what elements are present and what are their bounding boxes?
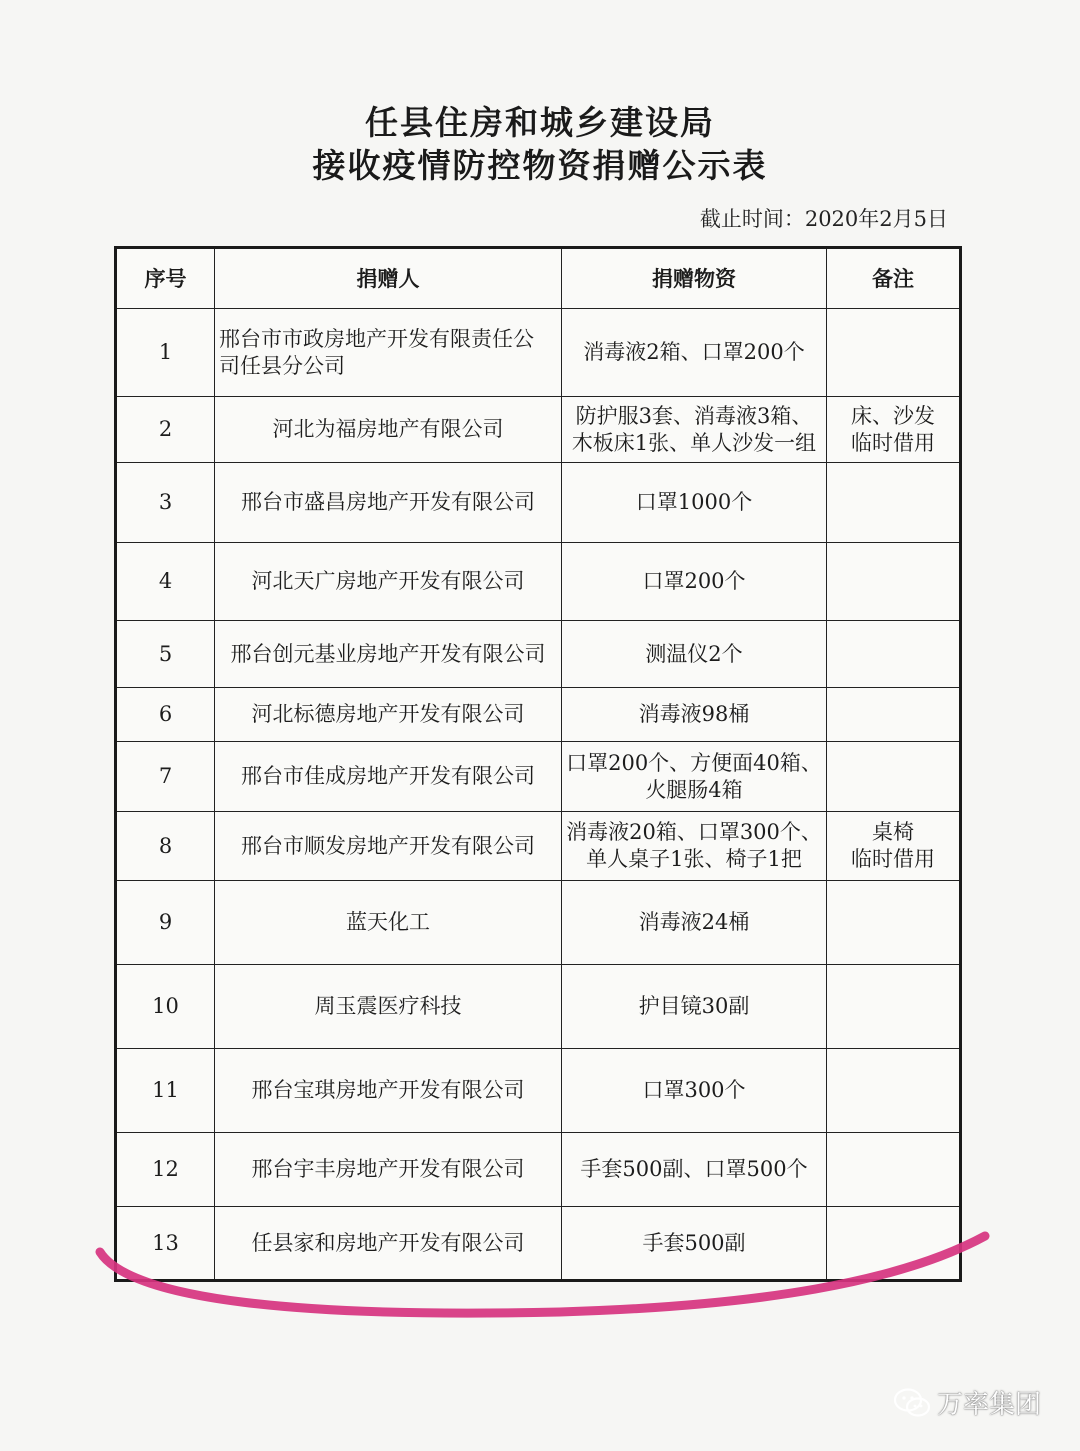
table-header-row xyxy=(117,249,959,309)
row-note xyxy=(827,688,959,741)
row-note xyxy=(827,621,959,687)
row-items: 口罩200个 xyxy=(562,543,827,620)
row-no: 5 xyxy=(117,621,215,687)
row-donor: 周玉震医疗科技 xyxy=(215,965,562,1048)
row-donor: 河北天广房地产开发有限公司 xyxy=(215,543,562,620)
row-note xyxy=(827,1207,959,1279)
table-row xyxy=(117,742,959,812)
row-note xyxy=(827,1049,959,1132)
row-no: 8 xyxy=(117,812,215,880)
row-no: 6 xyxy=(117,688,215,741)
row-note xyxy=(827,742,959,811)
row-donor: 邢台市顺发房地产开发有限公司 xyxy=(215,812,562,880)
table-row xyxy=(117,881,959,965)
table-row xyxy=(117,463,959,543)
header-note: 备注 xyxy=(872,266,914,291)
row-note: 床、沙发 临时借用 xyxy=(851,403,935,455)
table-row xyxy=(117,543,959,621)
row-donor: 任县家和房地产开发有限公司 xyxy=(215,1207,562,1279)
row-items: 口罩300个 xyxy=(562,1049,827,1132)
row-items: 消毒液98桶 xyxy=(562,688,827,741)
row-no: 2 xyxy=(117,397,215,462)
row-no: 11 xyxy=(117,1049,215,1132)
row-donor: 蓝天化工 xyxy=(215,881,562,964)
row-note xyxy=(827,309,959,396)
row-no: 7 xyxy=(117,742,215,811)
row-items: 口罩200个、方便面40箱、 火腿肠4箱 xyxy=(562,742,827,811)
header-donor: 捐赠人 xyxy=(215,249,562,308)
row-donor: 邢台创元基业房地产开发有限公司 xyxy=(215,621,562,687)
row-items: 防护服3套、消毒液3箱、 木板床1张、单人沙发一组 xyxy=(562,397,827,462)
table-row xyxy=(117,621,959,688)
row-items: 护目镜30副 xyxy=(562,965,827,1048)
table-row xyxy=(117,309,959,397)
row-note xyxy=(827,1133,959,1206)
row-donor: 邢台市佳成房地产开发有限公司 xyxy=(215,742,562,811)
donation-table xyxy=(114,246,962,1282)
row-donor: 河北标德房地产开发有限公司 xyxy=(215,688,562,741)
row-no: 9 xyxy=(117,881,215,964)
row-items: 消毒液2箱、口罩200个 xyxy=(562,309,827,396)
row-no: 3 xyxy=(117,463,215,542)
row-items: 口罩1000个 xyxy=(562,463,827,542)
row-note xyxy=(827,543,959,620)
watermark xyxy=(893,1384,1041,1421)
row-note xyxy=(827,965,959,1048)
table-row xyxy=(117,965,959,1049)
row-note: 桌椅 临时借用 xyxy=(851,820,935,871)
table-row xyxy=(117,812,959,881)
row-items: 手套500副、口罩500个 xyxy=(562,1133,827,1206)
row-items: 测温仪2个 xyxy=(562,621,827,687)
row-note xyxy=(827,881,959,964)
document-title-line2: 接收疫情防控物资捐赠公示表 xyxy=(312,146,768,185)
row-items: 消毒液20箱、口罩300个、 单人桌子1张、椅子1把 xyxy=(562,812,827,880)
watermark-text: 万率集团 xyxy=(937,1390,1042,1420)
deadline-date: 截止时间：2020年2月5日 xyxy=(699,207,948,231)
table-row xyxy=(117,688,959,742)
row-no: 4 xyxy=(117,543,215,620)
row-items: 手套500副 xyxy=(562,1207,827,1279)
header-no: 序号 xyxy=(117,249,215,308)
row-no: 12 xyxy=(117,1133,215,1206)
row-note xyxy=(827,463,959,542)
header-items: 捐赠物资 xyxy=(562,249,827,308)
row-donor: 河北为福房地产有限公司 xyxy=(215,397,562,462)
row-donor: 邢台宝琪房地产开发有限公司 xyxy=(215,1049,562,1132)
row-no: 13 xyxy=(117,1207,215,1279)
table-row xyxy=(117,1207,959,1279)
wechat-icon xyxy=(893,1387,931,1419)
row-donor: 邢台市盛昌房地产开发有限公司 xyxy=(215,463,562,542)
row-donor: 邢台市市政房地产开发有限责任公 司任县分公司 xyxy=(215,309,562,396)
document-title-line1: 任县住房和城乡建设局 xyxy=(365,103,715,142)
table-row xyxy=(117,1133,959,1207)
row-items: 消毒液24桶 xyxy=(562,881,827,964)
row-no: 1 xyxy=(117,309,215,396)
row-donor: 邢台宇丰房地产开发有限公司 xyxy=(215,1133,562,1206)
table-row xyxy=(117,397,959,463)
table-row xyxy=(117,1049,959,1133)
row-no: 10 xyxy=(117,965,215,1048)
